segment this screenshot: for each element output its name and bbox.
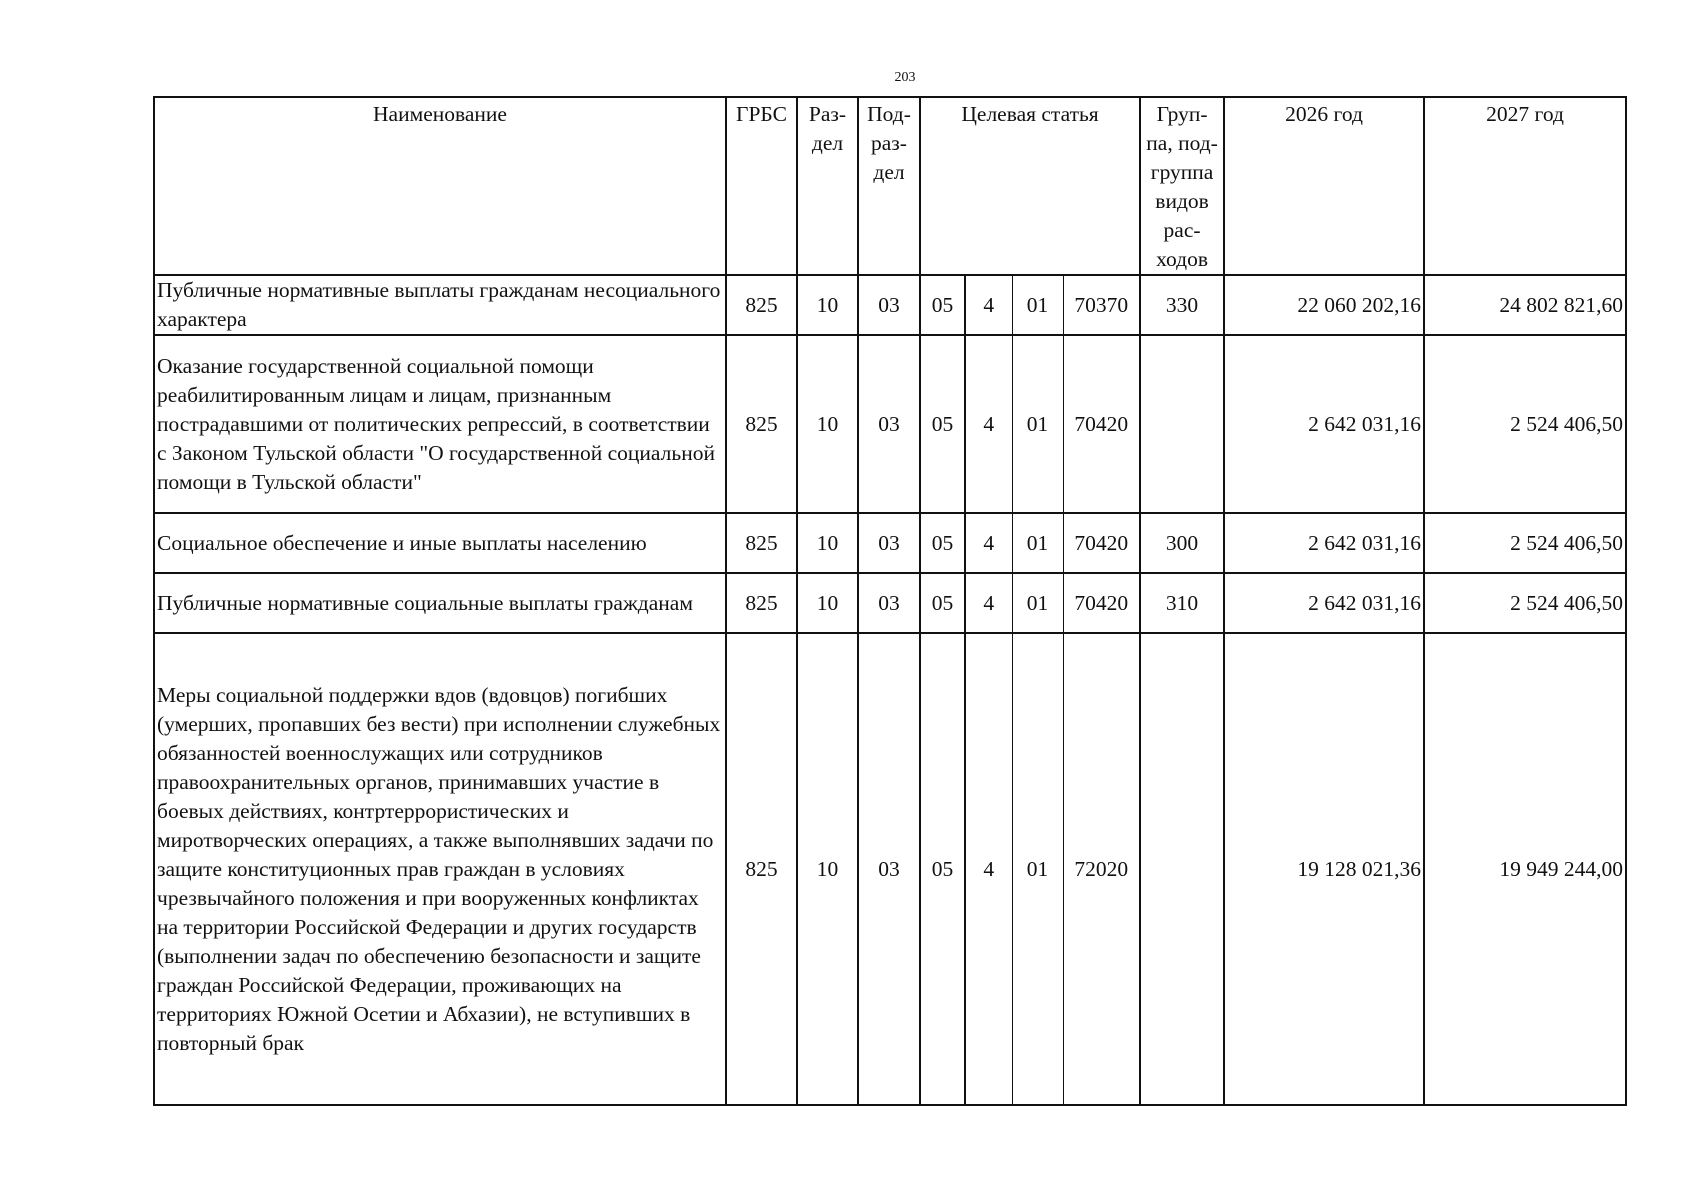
header-2027: 2027 год bbox=[1424, 97, 1626, 275]
row-razdel: 10 bbox=[797, 275, 858, 335]
row-2026: 2 642 031,16 bbox=[1224, 573, 1424, 633]
row-grbs: 825 bbox=[726, 633, 797, 1105]
row-razdel: 10 bbox=[797, 633, 858, 1105]
row-razdel: 10 bbox=[797, 335, 858, 513]
row-grbs: 825 bbox=[726, 275, 797, 335]
row-target-2: 4 bbox=[965, 633, 1012, 1105]
row-group: 300 bbox=[1140, 513, 1224, 573]
row-name: Социальное обеспечение и иные выплаты населению bbox=[154, 513, 726, 573]
row-grbs: 825 bbox=[726, 335, 797, 513]
row-name: Публичные нормативные социальные выплаты гражданам bbox=[154, 573, 726, 633]
row-target-4: 72020 bbox=[1063, 633, 1140, 1105]
row-2026: 22 060 202,16 bbox=[1224, 275, 1424, 335]
row-name: Меры социальной поддержки вдов (вдовцов) погибших (умерших, пропавших без вести) при исполнении служебных обязанностей военнослужащих или сотрудников правоохранительных органов, принимавших участие в боевых действиях, контртеррористических и миротворческих операциях, а также выполнявших задачи по защите конституционных прав граждан в условиях чрезвычайного положения и при вооруженных конфликтах на территории Российской Федерации и других государств (выполнении задач по обеспечению безопасности и защите граждан Российской Федерации, проживающих на территориях Южной Осетии и Абхазии), не вступивших в повторный брак bbox=[154, 633, 726, 1105]
header-name: Наименование bbox=[154, 97, 726, 275]
row-2027: 2 524 406,50 bbox=[1424, 573, 1626, 633]
row-target-1: 05 bbox=[920, 513, 965, 573]
row-target-3: 01 bbox=[1012, 513, 1063, 573]
row-2027: 24 802 821,60 bbox=[1424, 275, 1626, 335]
table-row bbox=[154, 633, 1626, 1105]
row-grbs: 825 bbox=[726, 573, 797, 633]
row-target-3: 01 bbox=[1012, 573, 1063, 633]
page-number: 203 bbox=[894, 70, 916, 85]
header-row bbox=[154, 97, 1626, 275]
row-2027: 19 949 244,00 bbox=[1424, 633, 1626, 1105]
row-group: 330 bbox=[1140, 275, 1224, 335]
header-razdel: Раз- дел bbox=[797, 97, 858, 275]
table-row bbox=[154, 573, 1626, 633]
row-podrazdel: 03 bbox=[858, 275, 920, 335]
row-2026: 19 128 021,36 bbox=[1224, 633, 1424, 1105]
row-target-4: 70370 bbox=[1063, 275, 1140, 335]
row-target-4: 70420 bbox=[1063, 513, 1140, 573]
row-podrazdel: 03 bbox=[858, 335, 920, 513]
row-name: Публичные нормативные выплаты гражданам несоциального характера bbox=[154, 275, 726, 335]
table-row bbox=[154, 513, 1626, 573]
row-target-1: 05 bbox=[920, 275, 965, 335]
row-target-3: 01 bbox=[1012, 275, 1063, 335]
row-podrazdel: 03 bbox=[858, 633, 920, 1105]
row-target-4: 70420 bbox=[1063, 573, 1140, 633]
header-grbs: ГРБС bbox=[726, 97, 797, 275]
row-target-4: 70420 bbox=[1063, 335, 1140, 513]
row-target-2: 4 bbox=[965, 573, 1012, 633]
row-2026: 2 642 031,16 bbox=[1224, 513, 1424, 573]
row-target-3: 01 bbox=[1012, 335, 1063, 513]
row-podrazdel: 03 bbox=[858, 573, 920, 633]
header-target: Целевая статья bbox=[920, 97, 1140, 275]
row-target-1: 05 bbox=[920, 573, 965, 633]
header-podrazdel: Под- раз- дел bbox=[858, 97, 920, 275]
header-group: Груп- па, под- группа видов рас- ходов bbox=[1140, 97, 1224, 275]
row-group bbox=[1140, 633, 1224, 1105]
row-2027: 2 524 406,50 bbox=[1424, 513, 1626, 573]
row-razdel: 10 bbox=[797, 513, 858, 573]
row-target-2: 4 bbox=[965, 275, 1012, 335]
row-razdel: 10 bbox=[797, 573, 858, 633]
row-target-2: 4 bbox=[965, 335, 1012, 513]
row-target-2: 4 bbox=[965, 513, 1012, 573]
row-2027: 2 524 406,50 bbox=[1424, 335, 1626, 513]
row-target-1: 05 bbox=[920, 335, 965, 513]
row-target-3: 01 bbox=[1012, 633, 1063, 1105]
row-name: Оказание государственной социальной помощи реабилитированным лицам и лицам, признанным пострадавшими от политических репрессий, в соответствии с Законом Тульской области "О государственной социальной помощи в Тульской области" bbox=[154, 335, 726, 513]
row-2026: 2 642 031,16 bbox=[1224, 335, 1424, 513]
row-podrazdel: 03 bbox=[858, 513, 920, 573]
header-2026: 2026 год bbox=[1224, 97, 1424, 275]
row-group: 310 bbox=[1140, 573, 1224, 633]
row-group bbox=[1140, 335, 1224, 513]
table-row bbox=[154, 335, 1626, 513]
table-row bbox=[154, 275, 1626, 335]
row-grbs: 825 bbox=[726, 513, 797, 573]
row-target-1: 05 bbox=[920, 633, 965, 1105]
budget-table bbox=[153, 96, 1627, 1106]
